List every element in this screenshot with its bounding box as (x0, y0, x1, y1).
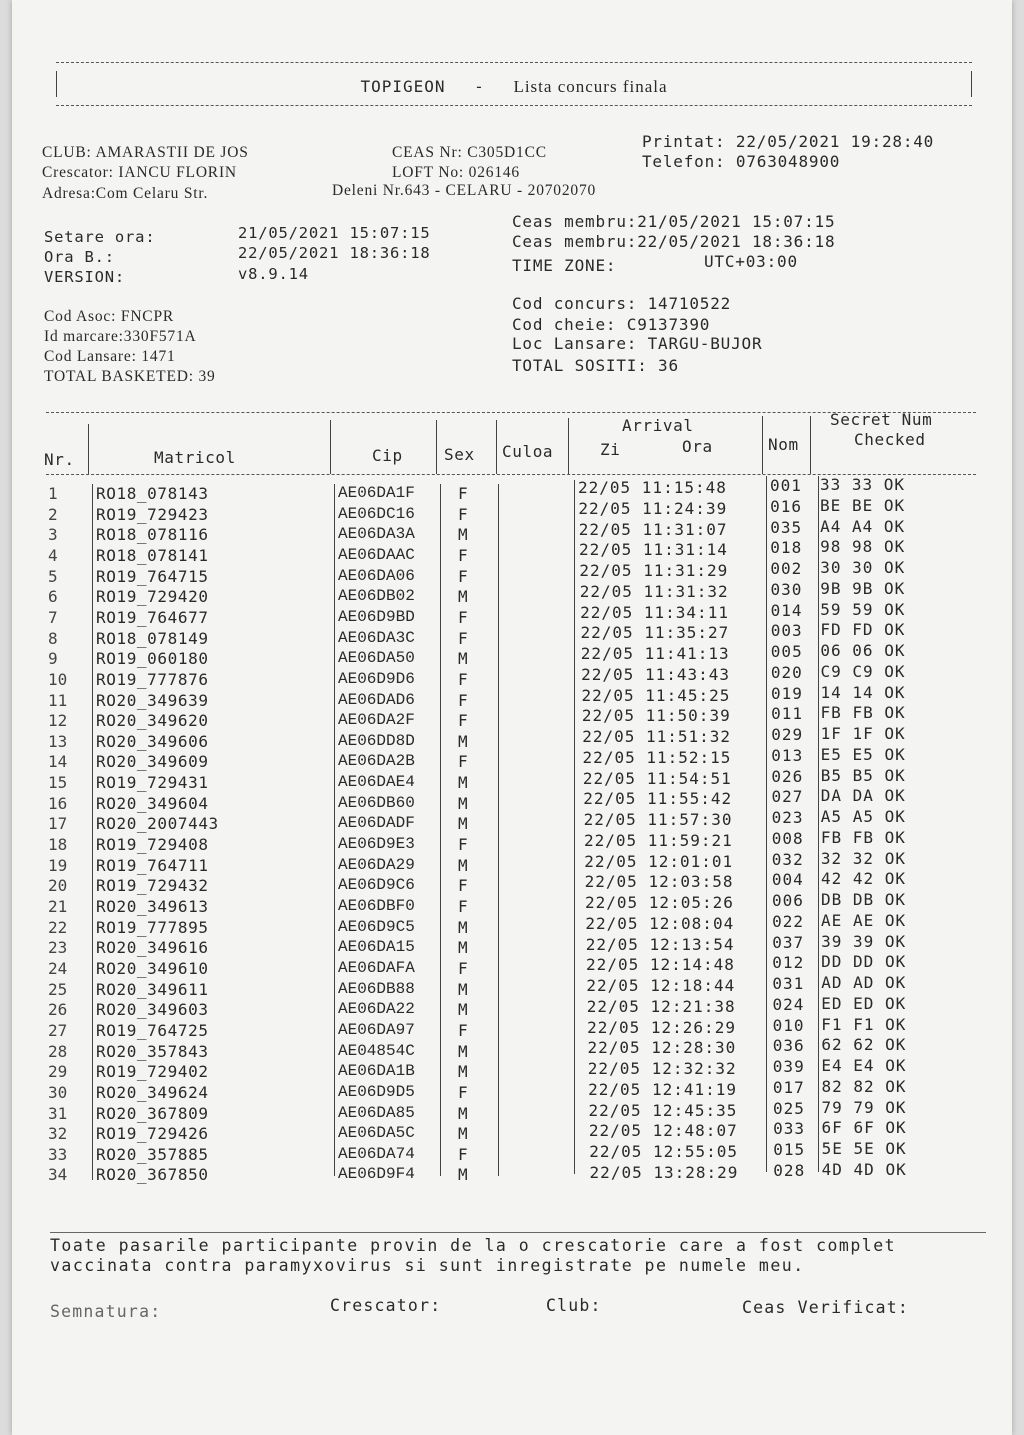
row-number: 1 (48, 484, 58, 503)
nom-cell: 022 (772, 911, 804, 931)
row-number: 13 (48, 731, 68, 751)
col-header-cip: Cip (372, 446, 403, 465)
nom-cell: 011 (771, 704, 803, 724)
arrival-cell: 22/05 12:55:05 (589, 1142, 739, 1161)
sex-cell: M (458, 1124, 468, 1144)
row-number: 12 (48, 711, 68, 731)
row-number: 3 (48, 525, 58, 545)
matricol-cell: RO20_349616 (96, 938, 209, 958)
declaration-line-2: vaccinata contra paramyxovirus si sunt inregistrate pe numele meu. (50, 1256, 805, 1275)
row-number: 22 (48, 917, 68, 937)
matricol-cell: RO19_729420 (96, 587, 209, 607)
cip-cell: AE06DA3C (338, 628, 415, 647)
sex-cell: F (458, 669, 468, 689)
sex-cell: M (458, 938, 468, 958)
cip-cell: AE06DAFA (338, 958, 415, 977)
nom-cell: 037 (772, 932, 805, 952)
cip-cell: AE06DA2F (338, 711, 415, 730)
sex-cell: M (458, 649, 468, 669)
secret-checked-cell: 30 30 OK (820, 558, 906, 577)
secret-checked-cell: 59 59 OK (820, 599, 906, 619)
nom-cell: 018 (770, 538, 803, 558)
arrival-cell: 22/05 11:15:48 (578, 478, 727, 497)
total-sositi: TOTAL SOSITI: 36 (512, 356, 679, 375)
loft-no: LOFT No: 026146 (392, 164, 520, 181)
matricol-cell: RO20_349611 (96, 979, 209, 999)
row-number: 14 (48, 752, 68, 772)
secret-checked-cell: E5 E5 OK (820, 744, 906, 764)
matricol-cell: RO20_349639 (96, 690, 209, 710)
id-marcare: Id marcare:330F571A (44, 328, 197, 345)
ceas-membru-2: Ceas membru:22/05/2021 18:36:18 (512, 232, 836, 251)
row-number: 9 (48, 649, 58, 669)
nom-cell: 030 (770, 579, 803, 599)
signature-label: Semnatura: (50, 1302, 162, 1321)
arrival-cell: 22/05 11:43:43 (581, 664, 730, 684)
matricol-cell: RO20_349606 (96, 731, 209, 751)
arrival-cell: 22/05 12:48:07 (588, 1121, 738, 1141)
secret-checked-cell: 42 42 OK (820, 869, 906, 889)
nom-cell: 035 (770, 517, 803, 537)
row-number: 21 (48, 897, 68, 916)
row-number: 26 (48, 1000, 68, 1020)
list-title: Lista concurs finala (513, 77, 668, 96)
arrival-cell: 22/05 12:03:58 (584, 872, 734, 892)
adresa-continued: Deleni Nr.643 - CELARU - 20702070 (332, 182, 597, 199)
cip-cell: AE06DC16 (338, 504, 415, 523)
adresa-line: Adresa:Com Celaru Str. (42, 185, 209, 202)
matricol-cell: RO20_349610 (96, 958, 209, 978)
matricol-cell: RO19_764725 (96, 1020, 209, 1040)
arrival-cell: 22/05 12:18:44 (586, 976, 736, 995)
nom-cell: 004 (771, 870, 804, 890)
secret-checked-cell: 4D 4D OK (821, 1159, 907, 1179)
matricol-cell: RO19_729431 (96, 773, 209, 793)
col-header-sex: Sex (444, 445, 475, 464)
arrival-cell: 22/05 11:50:39 (581, 706, 731, 726)
sex-cell: F (458, 566, 468, 586)
nom-cell: 005 (770, 642, 803, 661)
cip-cell: AE06DB60 (338, 793, 415, 812)
nom-cell: 028 (773, 1160, 806, 1180)
setare-ora-label: Setare ora: (44, 228, 156, 246)
cod-cheie: Cod cheie: C9137390 (512, 315, 711, 334)
secret-checked-cell: DB DB OK (821, 890, 907, 909)
matricol-cell: RO20_367850 (96, 1165, 209, 1185)
sex-cell: F (458, 958, 468, 978)
matricol-cell: RO19_777895 (96, 917, 209, 937)
row-number: 25 (48, 979, 68, 999)
row-number: 4 (48, 545, 58, 565)
matricol-cell: RO20_349603 (96, 1000, 209, 1020)
sex-cell: M (458, 731, 468, 751)
matricol-cell: RO19_777876 (96, 669, 209, 689)
secret-checked-cell: A5 A5 OK (820, 807, 906, 826)
arrival-cell: 22/05 12:28:30 (587, 1038, 737, 1058)
nom-cell: 015 (773, 1140, 806, 1159)
cip-cell: AE06DB88 (338, 979, 415, 998)
nom-cell: 008 (771, 828, 804, 848)
row-number: 7 (48, 607, 58, 627)
cip-cell: AE06DA29 (338, 855, 415, 874)
secret-checked-cell: 06 06 OK (820, 641, 906, 660)
title-box (56, 62, 972, 106)
nom-cell: 039 (772, 1057, 805, 1076)
arrival-cell: 22/05 11:31:07 (578, 519, 728, 539)
cip-cell: AE06D9F4 (338, 1165, 415, 1184)
cip-cell: AE06DB02 (338, 587, 415, 606)
cod-lansare: Cod Lansare: 1471 (44, 348, 176, 365)
secret-checked-cell: F1 F1 OK (821, 1014, 907, 1034)
secret-checked-cell: 62 62 OK (821, 1035, 907, 1055)
row-number: 10 (48, 669, 68, 689)
secret-checked-cell: DD DD OK (821, 952, 907, 972)
printat-line: Printat: 22/05/2021 19:28:40 (642, 132, 935, 151)
row-number: 28 (48, 1041, 68, 1061)
row-number: 17 (48, 814, 68, 834)
telefon-line: Telefon: 0763048900 (642, 152, 841, 171)
sex-cell: F (458, 690, 468, 710)
arrival-cell: 22/05 12:26:29 (587, 1017, 736, 1037)
arrival-cell: 22/05 12:21:38 (586, 996, 736, 1016)
col-header-culoa: Culoa (502, 442, 554, 461)
arrival-cell: 22/05 11:59:21 (583, 830, 733, 850)
secret-checked-cell: 6F 6F OK (821, 1118, 907, 1138)
row-number: 15 (48, 773, 68, 793)
col-header-ora: Ora (682, 437, 713, 456)
matricol-cell: RO20_357885 (96, 1144, 209, 1164)
secret-checked-cell: 5E 5E OK (821, 1139, 907, 1158)
nom-cell: 019 (771, 683, 803, 703)
sex-cell: M (458, 587, 468, 607)
arrival-cell: 22/05 12:14:48 (586, 955, 735, 975)
col-header-checked: Checked (854, 430, 926, 449)
sex-cell: F (458, 711, 468, 731)
sex-cell: M (458, 1165, 468, 1185)
arrival-cell: 22/05 11:57:30 (583, 810, 733, 829)
secret-checked-cell: 39 39 OK (821, 931, 907, 951)
total-basketed: TOTAL BASKETED: 39 (44, 368, 216, 385)
cip-cell: AE06DA1B (338, 1062, 415, 1081)
cip-cell: AE06DA3A (338, 525, 415, 544)
secret-checked-cell: C9 C9 OK (820, 661, 906, 681)
secret-checked-cell: 1F 1F OK (820, 724, 906, 743)
arrival-cell: 22/05 11:31:29 (579, 561, 729, 580)
arrival-cell: 22/05 11:35:27 (580, 623, 730, 643)
matricol-cell: RO20_367809 (96, 1103, 209, 1123)
row-number: 8 (48, 628, 58, 648)
secret-checked-cell: ED ED OK (821, 993, 907, 1013)
matricol-cell: RO19_764677 (96, 607, 209, 627)
time-zone-label: TIME ZONE: (512, 256, 617, 275)
cip-cell: AE06DBF0 (338, 897, 415, 915)
sex-cell: M (458, 1041, 468, 1061)
cip-cell: AE06D9C5 (338, 917, 415, 936)
ceas-verificat-label: Ceas Verificat: (742, 1298, 910, 1317)
sex-cell: M (458, 1103, 468, 1123)
cod-asoc: Cod Asoc: FNCPR (44, 308, 175, 325)
col-header-secret: Secret Num (830, 410, 933, 429)
matricol-cell: RO20_2007443 (96, 814, 219, 834)
cip-cell: AE06D9BD (338, 607, 415, 626)
sex-cell: F (458, 504, 468, 524)
sex-cell: M (458, 814, 468, 834)
nom-cell: 033 (773, 1119, 805, 1139)
sex-cell: F (458, 484, 468, 503)
arrival-cell: 22/05 13:28:29 (589, 1162, 739, 1182)
nom-cell: 014 (770, 600, 803, 620)
arrival-cell: 22/05 12:01:01 (584, 851, 734, 871)
arrival-cell: 22/05 11:52:15 (582, 747, 732, 767)
arrival-cell: 22/05 12:08:04 (585, 913, 735, 933)
row-number: 33 (48, 1144, 68, 1164)
cip-cell: AE06DA74 (338, 1144, 415, 1163)
matricol-cell: RO19_729408 (96, 835, 209, 855)
nom-cell: 013 (771, 745, 804, 765)
nom-cell: 002 (770, 559, 803, 578)
cip-cell: AE06DADF (338, 814, 415, 833)
sex-cell: F (458, 835, 468, 855)
arrival-cell: 22/05 12:05:26 (585, 893, 734, 912)
secret-checked-cell: 32 32 OK (820, 848, 906, 868)
col-header-nr: Nr. (44, 450, 75, 469)
ora-b-value: 22/05/2021 18:36:18 (238, 244, 431, 262)
col-header-nom: Nom (768, 435, 799, 454)
club-signature-label: Club: (546, 1296, 602, 1315)
declaration-line-1: Toate pasarile participante provin de la o crescatorie care a fost complet (50, 1236, 897, 1255)
nom-cell: 010 (772, 1015, 805, 1035)
arrival-cell: 22/05 11:34:11 (580, 602, 729, 622)
row-number: 24 (48, 958, 68, 978)
table-row (12, 1159, 1012, 1186)
row-number: 29 (48, 1062, 68, 1082)
nom-cell: 027 (771, 787, 804, 807)
sex-cell: F (458, 628, 468, 648)
matricol-cell: RO18_078141 (96, 545, 209, 565)
cod-concurs: Cod concurs: 14710522 (512, 294, 732, 313)
sex-cell: F (458, 545, 468, 565)
cip-cell: AE06DD8D (338, 731, 415, 750)
sex-cell: M (458, 773, 468, 793)
sex-cell: F (458, 752, 468, 772)
sex-cell: F (458, 1144, 468, 1164)
nom-cell: 012 (772, 953, 805, 973)
arrival-cell: 22/05 11:24:39 (578, 498, 728, 518)
arrival-cell: 22/05 12:45:35 (588, 1100, 738, 1120)
arrival-cell: 22/05 11:31:14 (579, 540, 728, 560)
row-number: 20 (48, 876, 68, 896)
sex-cell: M (458, 1000, 468, 1020)
declaration-text (50, 1236, 896, 1276)
secret-checked-cell: E4 E4 OK (821, 1056, 907, 1075)
row-number: 11 (48, 690, 68, 710)
cip-cell: AE06DA50 (338, 649, 415, 668)
cip-cell: AE06DA85 (338, 1103, 415, 1122)
sex-cell: M (458, 979, 468, 999)
matricol-cell: RO18_078116 (96, 525, 209, 545)
sex-cell: M (458, 1062, 468, 1082)
version-value: v8.9.14 (238, 265, 309, 283)
nom-cell: 017 (772, 1077, 805, 1097)
cip-cell: AE06D9E3 (338, 835, 415, 854)
cip-cell: AE06DA15 (338, 938, 415, 957)
arrival-cell: 22/05 11:55:42 (583, 789, 733, 809)
row-number: 30 (48, 1082, 68, 1102)
row-number: 2 (48, 504, 58, 524)
sex-cell: F (458, 1020, 468, 1040)
secret-checked-cell: 14 14 OK (820, 682, 906, 702)
secret-checked-cell: DA DA OK (820, 786, 906, 806)
matricol-cell: RO19_060180 (96, 649, 209, 669)
row-number: 5 (48, 566, 58, 586)
sex-cell: M (458, 525, 468, 545)
secret-checked-cell: FD FD OK (820, 620, 906, 640)
secret-checked-cell: FB FB OK (820, 827, 906, 847)
nom-cell: 020 (770, 662, 803, 682)
matricol-cell: RO20_349613 (96, 897, 209, 916)
arrival-cell: 22/05 11:41:13 (580, 644, 730, 663)
matricol-cell: RO20_349604 (96, 793, 209, 813)
matricol-cell: RO19_729426 (96, 1124, 209, 1144)
nom-cell: 036 (772, 1036, 805, 1056)
nom-cell: 024 (772, 994, 805, 1014)
secret-checked-cell: B5 B5 OK (820, 765, 906, 785)
matricol-cell: RO20_349624 (96, 1082, 209, 1102)
arrival-cell: 22/05 11:31:32 (579, 581, 729, 601)
nom-cell: 026 (771, 766, 804, 786)
cip-cell: AE06D9D6 (338, 669, 415, 688)
secret-checked-cell: AD AD OK (821, 973, 907, 992)
row-number: 18 (48, 835, 68, 855)
nom-cell: 025 (773, 1098, 805, 1118)
row-number: 31 (48, 1103, 68, 1123)
matricol-cell: RO20_349609 (96, 752, 209, 772)
sex-cell: F (458, 876, 468, 896)
matricol-cell: RO18_078149 (96, 628, 209, 648)
secret-checked-cell: 33 33 OK (820, 475, 906, 494)
matricol-cell: RO20_349620 (96, 711, 209, 731)
col-header-matricol: Matricol (154, 448, 236, 467)
nom-cell: 003 (770, 621, 803, 641)
page-title: TOPIGEON - Lista concurs finala (360, 77, 668, 96)
row-number: 23 (48, 938, 68, 958)
col-header-zi: Zi (600, 440, 621, 459)
secret-checked-cell: AE AE OK (821, 910, 907, 930)
row-number: 6 (48, 587, 58, 607)
ceas-membru-1: Ceas membru:21/05/2021 15:07:15 (512, 212, 836, 231)
matricol-cell: RO19_764715 (96, 566, 209, 586)
footer-rule (50, 1232, 986, 1233)
nom-cell: 016 (770, 496, 802, 516)
sex-cell: M (458, 855, 468, 875)
secret-checked-cell: A4 A4 OK (820, 516, 906, 536)
nom-cell: 006 (772, 891, 804, 910)
cip-cell: AE04854C (338, 1041, 415, 1060)
secret-checked-cell: 9B 9B OK (820, 578, 906, 598)
cip-cell: AE06DA1F (338, 484, 415, 502)
app-name: TOPIGEON (360, 77, 446, 96)
secret-checked-cell: 79 79 OK (821, 1097, 907, 1117)
loc-lansare: Loc Lansare: TARGU-BUJOR (512, 334, 763, 353)
row-number: 27 (48, 1020, 68, 1040)
nom-cell: 031 (772, 974, 805, 993)
arrival-cell: 22/05 12:32:32 (587, 1059, 737, 1078)
sex-cell: F (458, 1082, 468, 1102)
arrival-cell: 22/05 11:51:32 (582, 727, 732, 746)
nom-cell: 001 (770, 476, 802, 495)
nom-cell: 029 (771, 725, 804, 744)
cip-cell: AE06DA22 (338, 1000, 415, 1019)
row-number: 19 (48, 855, 68, 875)
cip-cell: AE06D9C6 (338, 876, 415, 895)
sex-cell: F (458, 607, 468, 627)
cip-cell: AE06DA2B (338, 752, 415, 771)
secret-checked-cell: FB FB OK (820, 703, 906, 723)
ora-b-label: Ora B.: (44, 248, 115, 266)
nom-cell: 032 (771, 849, 804, 869)
cip-cell: AE06D9D5 (338, 1082, 415, 1101)
nom-cell: 023 (771, 808, 804, 827)
cip-cell: AE06DAAC (338, 545, 415, 564)
arrival-cell: 22/05 12:41:19 (588, 1079, 737, 1099)
crescator-signature-label: Crescator: (330, 1296, 442, 1315)
matricol-cell: RO19_764711 (96, 855, 209, 875)
cip-cell: AE06DA06 (338, 566, 415, 585)
secret-checked-cell: 82 82 OK (821, 1076, 907, 1096)
club-line: CLUB: AMARASTII DE JOS (42, 144, 249, 161)
matricol-cell: RO19_729423 (96, 504, 209, 524)
arrival-cell: 22/05 12:13:54 (585, 934, 735, 954)
row-number: 32 (48, 1124, 68, 1144)
row-number: 34 (48, 1165, 68, 1185)
sex-cell: F (458, 897, 468, 916)
sex-cell: M (458, 917, 468, 937)
secret-checked-cell: BE BE OK (820, 495, 906, 515)
sex-cell: M (458, 793, 468, 813)
matricol-cell: RO20_357843 (96, 1041, 209, 1061)
cip-cell: AE06DA5C (338, 1124, 415, 1143)
cip-cell: AE06DA97 (338, 1020, 415, 1039)
ceas-nr: CEAS Nr: C305D1CC (392, 144, 547, 161)
matricol-cell: RO19_729432 (96, 876, 209, 896)
row-number: 16 (48, 793, 68, 813)
version-label: VERSION: (44, 268, 126, 286)
setare-ora-value: 21/05/2021 15:07:15 (238, 224, 431, 242)
printed-page (12, 0, 1012, 1435)
crescator-line: Crescator: IANCU FLORIN (42, 164, 237, 181)
matricol-cell: RO18_078143 (96, 484, 209, 503)
time-zone-value: UTC+03:00 (704, 252, 798, 271)
col-header-arrival: Arrival (622, 416, 694, 435)
cip-cell: AE06DAD6 (338, 690, 415, 709)
secret-checked-cell: 98 98 OK (820, 537, 906, 557)
arrival-cell: 22/05 11:45:25 (581, 685, 731, 705)
cip-cell: AE06DAE4 (338, 773, 415, 792)
arrival-cell: 22/05 11:54:51 (582, 768, 732, 788)
matricol-cell: RO19_729402 (96, 1062, 209, 1082)
